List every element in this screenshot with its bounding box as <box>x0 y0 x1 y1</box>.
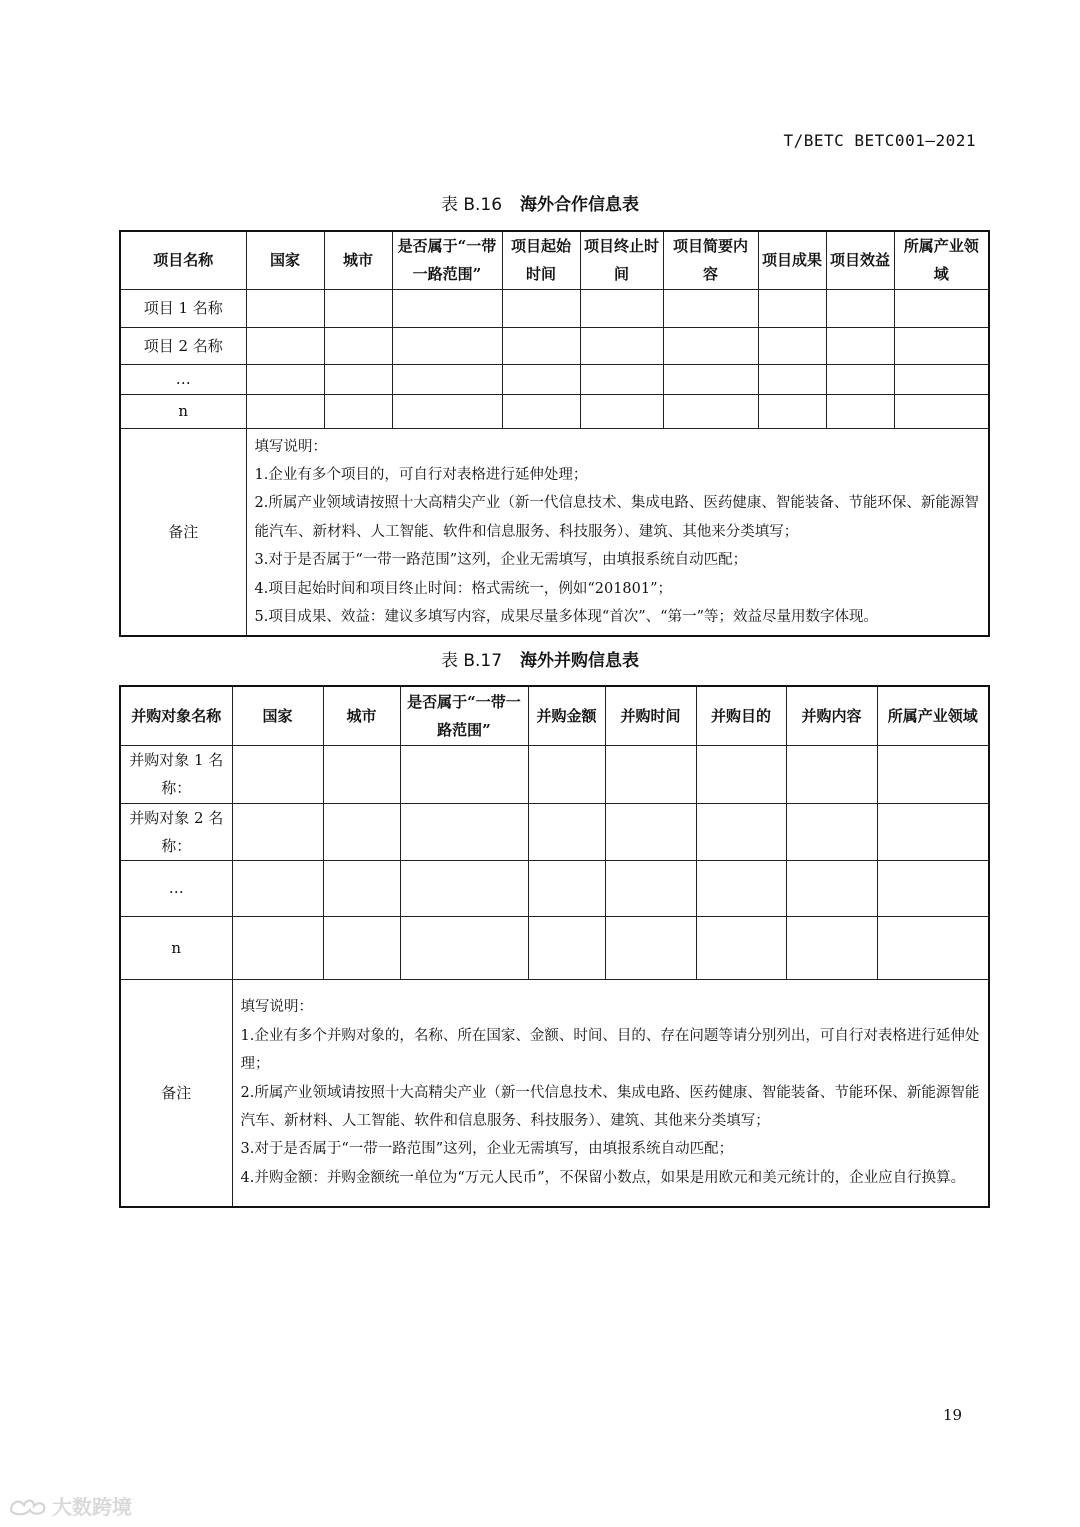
empty-cell[interactable] <box>392 364 502 394</box>
empty-cell[interactable] <box>323 860 400 916</box>
empty-cell[interactable] <box>324 364 392 394</box>
watermark-logo-icon <box>8 1495 48 1517</box>
empty-cell[interactable] <box>696 803 786 860</box>
empty-cell[interactable] <box>246 289 324 327</box>
empty-cell[interactable] <box>786 803 877 860</box>
empty-cell[interactable] <box>232 745 323 803</box>
empty-cell[interactable] <box>580 289 663 327</box>
page-number: 19 <box>943 1406 963 1424</box>
col-header: 城市 <box>324 231 392 289</box>
empty-cell[interactable] <box>232 803 323 860</box>
table-header-row <box>120 686 989 745</box>
empty-cell[interactable] <box>580 327 663 364</box>
notes-label: 备注 <box>120 428 246 636</box>
empty-cell[interactable] <box>502 394 580 428</box>
empty-cell[interactable] <box>528 745 605 803</box>
row-label: 项目 2 名称 <box>120 327 246 364</box>
notes-line: 3.对于是否属于“一带一路范围”这列，企业无需填写，由填报系统自动匹配； <box>254 552 748 569</box>
row-label: n <box>120 394 246 428</box>
notes-line: 1.企业有多个并购对象的，名称、所在国家、金额、时间、目的、存在问题等请分别列出，可自行对表格进行延伸处理； <box>240 1027 980 1073</box>
empty-cell[interactable] <box>894 394 989 428</box>
empty-cell[interactable] <box>758 289 826 327</box>
notes-row <box>120 428 989 636</box>
empty-cell[interactable] <box>392 394 502 428</box>
col-header: 城市 <box>323 686 400 745</box>
table-row <box>120 916 989 979</box>
empty-cell[interactable] <box>786 916 877 979</box>
empty-cell[interactable] <box>400 860 528 916</box>
empty-cell[interactable] <box>580 364 663 394</box>
col-header: 项目名称 <box>120 231 246 289</box>
table-row <box>120 745 989 803</box>
col-header: 项目起始时间 <box>502 231 580 289</box>
empty-cell[interactable] <box>877 803 989 860</box>
empty-cell[interactable] <box>528 916 605 979</box>
empty-cell[interactable] <box>502 289 580 327</box>
empty-cell[interactable] <box>877 745 989 803</box>
empty-cell[interactable] <box>605 745 696 803</box>
col-header: 项目终止时间 <box>580 231 663 289</box>
empty-cell[interactable] <box>663 394 758 428</box>
col-header: 项目效益 <box>826 231 894 289</box>
col-header: 并购内容 <box>786 686 877 745</box>
col-header: 国家 <box>232 686 323 745</box>
empty-cell[interactable] <box>758 364 826 394</box>
empty-cell[interactable] <box>400 745 528 803</box>
empty-cell[interactable] <box>246 394 324 428</box>
empty-cell[interactable] <box>605 860 696 916</box>
table-row <box>120 860 989 916</box>
row-label: 项目 1 名称 <box>120 289 246 327</box>
empty-cell[interactable] <box>758 327 826 364</box>
row-label: n <box>120 916 232 979</box>
table-row <box>120 394 989 428</box>
empty-cell[interactable] <box>323 803 400 860</box>
empty-cell[interactable] <box>400 916 528 979</box>
notes-line: 填写说明： <box>254 438 327 455</box>
notes-cell <box>246 428 989 636</box>
watermark <box>8 1491 132 1520</box>
empty-cell[interactable] <box>323 916 400 979</box>
empty-cell[interactable] <box>877 916 989 979</box>
empty-cell[interactable] <box>605 916 696 979</box>
empty-cell[interactable] <box>324 327 392 364</box>
empty-cell[interactable] <box>663 289 758 327</box>
notes-line: 4.项目起始时间和项目终止时间：格式需统一，例如“201801”； <box>254 580 673 597</box>
table-b17-title: 海外并购信息表 <box>520 651 640 671</box>
notes-line: 2.所属产业领域请按照十大高精尖产业（新一代信息技术、集成电路、医药健康、智能装备、节能环保、新能源智能汽车、新材料、人工智能、软件和信息服务、科技服务）、建筑、其他来分类填写； <box>254 495 979 540</box>
empty-cell[interactable] <box>894 289 989 327</box>
empty-cell[interactable] <box>877 860 989 916</box>
col-header: 并购时间 <box>605 686 696 745</box>
empty-cell[interactable] <box>894 364 989 394</box>
table-row <box>120 289 989 327</box>
empty-cell[interactable] <box>232 860 323 916</box>
notes-line: 4.并购金额：并购金额统一单位为“万元人民币”，不保留小数点，如果是用欧元和美元统计的，企业应自行换算。 <box>240 1169 966 1186</box>
table-row <box>120 364 989 394</box>
empty-cell[interactable] <box>400 803 528 860</box>
empty-cell[interactable] <box>528 860 605 916</box>
empty-cell[interactable] <box>696 916 786 979</box>
empty-cell[interactable] <box>786 745 877 803</box>
table-b16-title: 海外合作信息表 <box>520 195 640 215</box>
empty-cell[interactable] <box>826 327 894 364</box>
empty-cell[interactable] <box>246 327 324 364</box>
empty-cell[interactable] <box>502 364 580 394</box>
col-header: 所属产业领域 <box>894 231 989 289</box>
empty-cell[interactable] <box>232 916 323 979</box>
empty-cell[interactable] <box>392 289 502 327</box>
row-label: … <box>120 860 232 916</box>
table-row <box>120 327 989 364</box>
col-header: 项目成果 <box>758 231 826 289</box>
empty-cell[interactable] <box>663 327 758 364</box>
empty-cell[interactable] <box>826 394 894 428</box>
empty-cell[interactable] <box>826 364 894 394</box>
empty-cell[interactable] <box>324 394 392 428</box>
empty-cell[interactable] <box>246 364 324 394</box>
empty-cell[interactable] <box>502 327 580 364</box>
notes-row <box>120 979 989 1207</box>
notes-line: 2.所属产业领域请按照十大高精尖产业（新一代信息技术、集成电路、医药健康、智能装备、节能环保、新能源智能汽车、新材料、人工智能、软件和信息服务、科技服务）、建筑、其他来分类填写； <box>240 1084 980 1129</box>
table-b16-number: 表 B.16 <box>440 195 503 215</box>
col-header: 并购对象名称 <box>120 686 232 745</box>
empty-cell[interactable] <box>696 745 786 803</box>
col-header: 所属产业领域 <box>877 686 989 745</box>
table-b17-caption <box>0 646 1080 671</box>
empty-cell[interactable] <box>528 803 605 860</box>
table-b16-caption <box>0 190 1080 215</box>
empty-cell[interactable] <box>696 860 786 916</box>
col-header: 项目简要内容 <box>663 231 758 289</box>
empty-cell[interactable] <box>786 860 877 916</box>
col-header: 并购金额 <box>528 686 605 745</box>
notes-line: 1.企业有多个项目的，可自行对表格进行延伸处理； <box>254 466 588 483</box>
col-header: 是否属于“一带一路范围” <box>392 231 502 289</box>
empty-cell[interactable] <box>392 327 502 364</box>
row-label: 并购对象 2 名称： <box>120 803 232 860</box>
row-label: … <box>120 364 246 394</box>
col-header: 国家 <box>246 231 324 289</box>
empty-cell[interactable] <box>663 364 758 394</box>
table-header-row <box>120 231 989 289</box>
empty-cell[interactable] <box>323 745 400 803</box>
table-b17-number: 表 B.17 <box>440 651 503 671</box>
col-header: 并购目的 <box>696 686 786 745</box>
empty-cell[interactable] <box>894 327 989 364</box>
empty-cell[interactable] <box>605 803 696 860</box>
table-row <box>120 803 989 860</box>
empty-cell[interactable] <box>758 394 826 428</box>
col-header: 是否属于“一带一路范围” <box>400 686 528 745</box>
notes-label: 备注 <box>120 979 232 1207</box>
row-label: 并购对象 1 名称： <box>120 745 232 803</box>
notes-line: 5.项目成果、效益：建议多填写内容，成果尽量多体现“首次”、“第一”等；效益尽量用数字体现。 <box>254 608 878 625</box>
document-code: T/BETC BETC001—2021 <box>783 131 976 150</box>
notes-line: 3.对于是否属于“一带一路范围”这列，企业无需填写，由填报系统自动匹配； <box>240 1141 734 1158</box>
table-b16 <box>119 230 990 637</box>
empty-cell[interactable] <box>580 394 663 428</box>
notes-line: 填写说明： <box>240 999 313 1016</box>
notes-cell <box>232 979 989 1207</box>
empty-cell[interactable] <box>324 289 392 327</box>
empty-cell[interactable] <box>826 289 894 327</box>
watermark-text: 大数跨境 <box>52 1495 132 1519</box>
table-b17 <box>119 685 990 1208</box>
